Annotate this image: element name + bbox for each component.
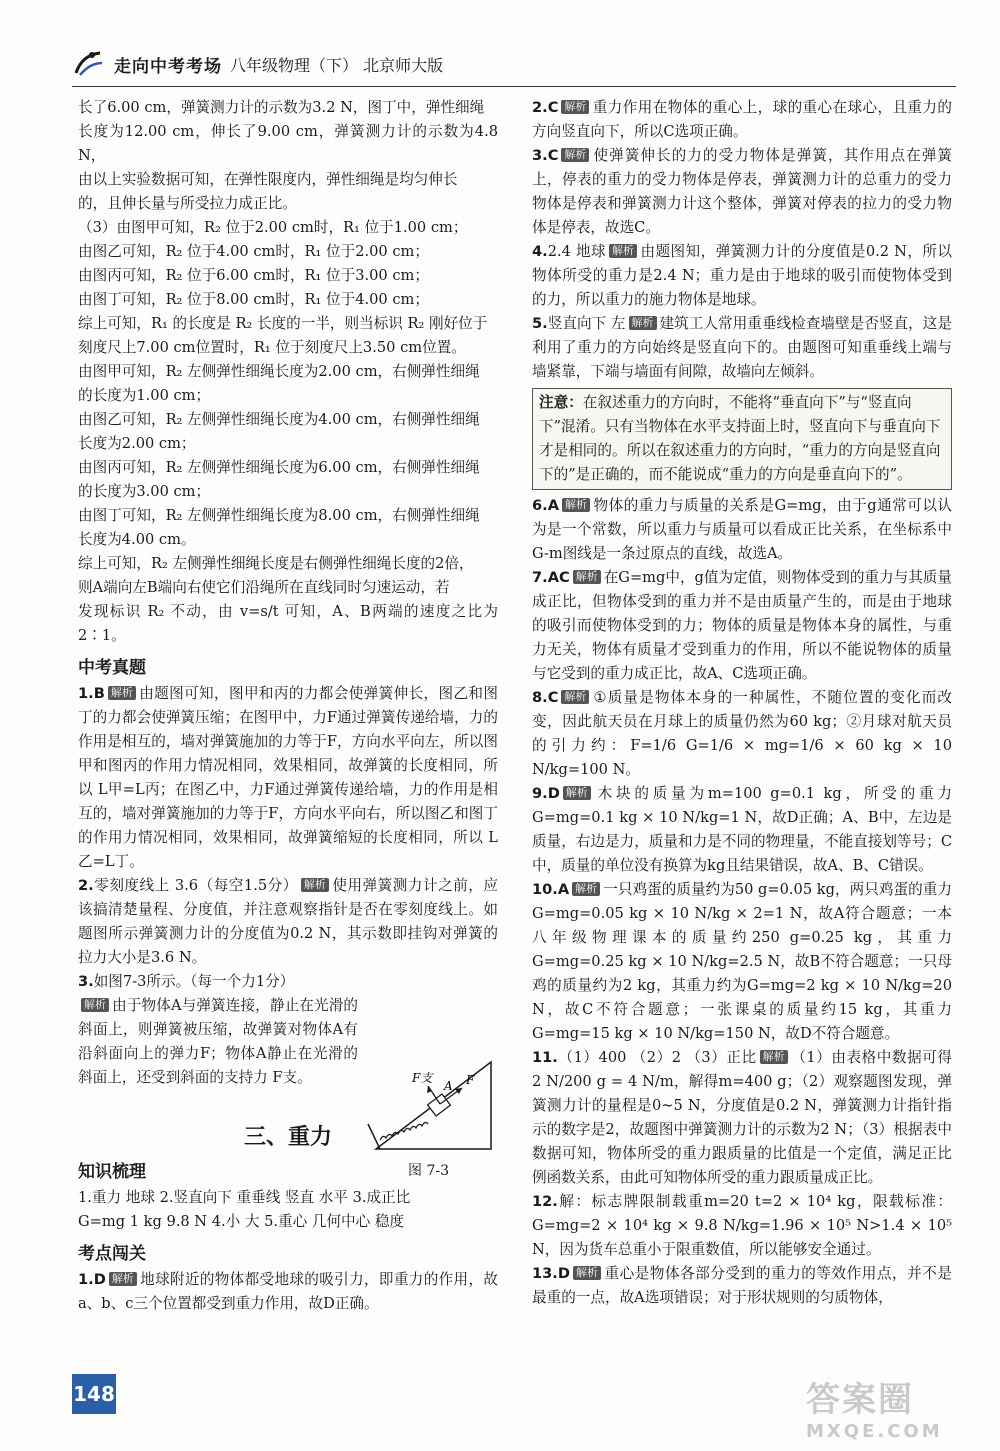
answer-item: 8.C 解析 ①质量是物体本身的一种属性，不随位置的变化而改变，因此航天员在月球上的质量仍然为60 kg；②月球对航天员的引力约：F=1/6 G=1/6 × mg=1/6 × 60 kg × 10 N/kg=100 N。 xyxy=(532,689,952,778)
text-line: 由图丙可知，R₂ 位于6.00 cm时，R₁ 位于3.00 cm； xyxy=(78,267,429,284)
text-line: （3）由图甲可知，R₂ 位于2.00 cm时，R₁ 位于1.00 cm； xyxy=(78,219,468,236)
answer-item: 6.A 解析 物体的重力与质量的关系是G=mg，由于g通常可以认为是一个常数，所以重力与质量可以看成正比关系，在坐标系中G-m图线是一条过原点的直线，故选A。 xyxy=(532,497,952,562)
knowledge-line: G=mg 1 kg 9.8 N 4.小 大 5.重心 几何中心 稳度 xyxy=(78,1213,405,1230)
answer-list-2 xyxy=(532,494,952,1310)
text-line: 的，且伸长量与所受拉力成正比。 xyxy=(78,195,297,212)
answer-item: 2.C 解析 重力作用在物体的重心上，球的重心在球心，且重力的方向竖直向下，所以C选项正确。 xyxy=(532,99,952,140)
text-line: 由图乙可知，R₂ 位于4.00 cm时，R₁ 位于2.00 cm； xyxy=(78,243,429,260)
answer-item: 5.竖直向下 左 解析 建筑工人常用重垂线检查墙壁是否竖直，这是利用了重力的方向始终是竖直向下的。由题图可知重垂线上端与墙紧靠，下端与墙面有间隙，故墙向左倾斜。 xyxy=(532,315,952,380)
logo-icon xyxy=(72,49,106,79)
answer-item: 7.AC 解析 在G=mg中，g值为定值，则物体受到的重力与其质量成正比，但物体受到的重力并不是由质量产生的，而是由于地球的吸引而使物体受到的力；物体的质量是物体本身的属性，与重力无关，物体有质量才受到重力的作用，所以不能说物体的质量与它受到的重力成正比，故A、C选项正确。 xyxy=(532,569,952,682)
section-zhishi: 知识梳理 xyxy=(78,1162,146,1182)
brand-title: 走向中考考场 xyxy=(114,56,222,77)
header-rule xyxy=(72,86,956,87)
text-line: 由以上实验数据可知，在弹性限度内，弹性细绳是均匀伸长 xyxy=(78,171,458,188)
answer-item: 4.2.4 地球 解析 由题图知，弹簧测力计的分度值是0.2 N，所以物体所受的重力是2.4 N；重力是由于地球的吸引而使物体受到的力，所以重力的施力物体是地球。 xyxy=(532,243,952,308)
knowledge-answers xyxy=(78,1186,498,1234)
answer-item: 11.（1）400 （2）2 （3）正比 解析 （1）由表格中数据可得 2 N/200 g = 4 N/m，解得m=400 g；（2）观察题图发现，弹簧测力计的量程是0~5 N，分度值是0.2 N，弹簧测力计指针指示的数字是2，故题图中弹簧测力计的示数为2 N；（3）根据表中数据可知，物体所受的重力跟质量的比值是一个定值，满足正比例函数关系，由此可知物体所受的重力跟质量成正比。 xyxy=(532,1049,952,1186)
text-line: 的长度为1.00 cm； xyxy=(78,387,211,404)
text-line: 由图甲可知，R₂ 左侧弹性细绳长度为2.00 cm，右侧弹性细绳 xyxy=(78,363,480,380)
text-line: 综上可知，R₁ 的长度是 R₂ 长度的一半，则当标识 R₂ 刚好位于 xyxy=(78,315,488,332)
watermark: 答案圈 MXQE.COM xyxy=(806,1380,943,1442)
book-subtitle: 八年级物理（下） 北京师大版 xyxy=(230,55,444,75)
text-line: 由图丁可知，R₂ 左侧弹性细绳长度为8.00 cm，右侧弹性细绳 xyxy=(78,507,480,524)
spring-coil xyxy=(380,1122,428,1140)
text-line: 发现标识 R₂ 不动，由 v=s/t 可知，A、B两端的速度之比为2∶1。 xyxy=(78,603,498,644)
text-line: 长了6.00 cm，弹簧测力计的示数为3.2 N，图丁中，弹性细绳 xyxy=(78,99,485,116)
label-a: A xyxy=(444,1079,453,1093)
figure-caption: 图 7-3 xyxy=(408,1163,449,1179)
block-a xyxy=(428,1094,451,1116)
page-header xyxy=(72,44,443,84)
right-column xyxy=(532,96,952,1310)
note-box: 注意：在叙述重力的方向时，不能将“垂直向下”与“竖直向下”混淆。只有当物体在水平支持面上时，竖直向下与垂直向下才是相同的。所以在叙述重力的方向时，“重力的方向是竖直向下的”是正确的，而不能说成“重力的方向是垂直向下的”。 xyxy=(532,388,952,490)
text-line: 由图丙可知，R₂ 左侧弹性细绳长度为6.00 cm，右侧弹性细绳 xyxy=(78,459,480,476)
text-line: 则A端向左B端向右使它们沿绳所在直线同时匀速运动，若 xyxy=(78,579,450,596)
answer-item: 3.C 解析 使弹簧伸长的力的受力物体是弹簧，其作用点在弹簧上，停表的重力的受力物体是停表，弹簧测力计的总重力的受力物体是停表和弹簧测力计这个整体，弹簧对停表的拉力的受力物体是停表，故选C。 xyxy=(532,147,952,236)
answer-item: 10.A 解析 一只鸡蛋的质量约为50 g=0.05 kg，两只鸡蛋的重力G=mg=0.05 kg × 10 N/kg × 2=1 N，故A符合题意；一本八年级物理课本的质量约250 g=0.25 kg，其重力G=mg=0.25 kg × 10 N/kg=2.5 N，故B不符合题意；一只母鸡的质量约为2 kg，其重力约为G=mg=2 kg × 10 N/kg=20 N，故C不符合题意；一张课桌的质量约15 kg，其重力G=mg=15 kg × 10 N/kg=150 N，故D不符合题意。 xyxy=(532,881,952,1042)
knowledge-line: 1.重力 地球 2.竖直向下 重垂线 竖直 水平 3.成正比 xyxy=(78,1189,411,1206)
text-line: 由图丁可知，R₂ 位于8.00 cm时，R₁ 位于4.00 cm； xyxy=(78,291,429,308)
answer-item: 2.零刻度线上 3.6（每空1.5分） 解析 使用弹簧测力计之前，应该搞清楚量程、分度值，并注意观察指针是否在零刻度线上。如题图所示弹簧测力计的分度值为0.2 N，其示数即挂钩对弹簧的拉力大小是3.6 N。 xyxy=(78,877,498,966)
answer-continuation xyxy=(78,96,498,648)
answer-list xyxy=(532,96,952,384)
label-f: F xyxy=(466,1073,475,1087)
label-fs: F支 xyxy=(412,1071,433,1085)
text-line: 由图乙可知，R₂ 左侧弹性细绳长度为4.00 cm，右侧弹性细绳 xyxy=(78,411,480,428)
answer-item: 9.D 解析 木块的质量为m=100 g=0.1 kg，所受的重力G=mg=0.1 kg × 10 N/kg=1 N，故D正确；A、B中，左边是质量，右边是力，质量和力是不同的物理量，不能直接划等号；C中，质量的单位没有换算为kg且结果错误，故A、B、C错误。 xyxy=(532,785,952,874)
answer-item: 1.B 解析 由题图可知，图甲和丙的力都会使弹簧伸长，图乙和图丁的力都会使弹簧压缩；在图甲中，力F通过弹簧传递给墙，力的作用是相互的，墙对弹簧施加的力等于F，方向水平向左，所以图甲和图丙的作用力情况相同，效果相同，故弹簧的长度相同，所以 L甲=L丙；在图乙中，力F通过弹簧传递给墙，力的作用是相互的，墙对弹簧施加的力等于F，方向水平向右，所以图乙和图丁的作用力情况相同，效果相同，故弹簧缩短的长度相同，所以 L乙=L丁。 xyxy=(78,685,498,870)
text-line: 刻度尺上7.00 cm位置时，R₁ 位于刻度尺上3.50 cm位置。 xyxy=(78,339,466,356)
text-line: 的长度为3.00 cm； xyxy=(78,483,211,500)
wall-line xyxy=(368,1124,380,1149)
text-line: 长度为4.00 cm。 xyxy=(78,531,196,548)
chapter-title: 三、重力 xyxy=(243,1125,332,1150)
answer-item: 1.D 解析 地球附近的物体都受地球的吸引力，即重力的作用，故a、b、c三个位置都受到重力作用，故D正确。 xyxy=(78,1271,498,1312)
text-line: 长度为12.00 cm，伸长了9.00 cm，弹簧测力计的示数为4.8 N， xyxy=(78,123,498,164)
section-zhongkao: 中考真题 xyxy=(78,658,146,678)
text-line: 长度为2.00 cm； xyxy=(78,435,196,452)
answer-item: 12.解：标志牌限制载重m=20 t=2 × 10⁴ kg，限载标准：G=mg=2 × 10⁴ kg × 9.8 N/kg=1.96 × 10⁵ N>1.4 × 10⁵ N，因为货车总重小于限重数值，所以能够安全通过。 xyxy=(532,1193,952,1258)
answer-item: 13.D 解析 重心是物体各部分受到的重力的等效作用点，并不是最重的一点，故A选项错误；对于形状规则的匀质物体， xyxy=(532,1265,952,1306)
answer-item: 3.如图7-3所示。（每一个力1分） 解析 由于物体A与弹簧连接，静止在光滑的斜面上，则弹簧被压缩，故弹簧对物体A有沿斜面向上的弹力F；物体A静止在光滑的斜面上，还受到斜面的支持力 F支。 xyxy=(78,973,358,1086)
figure-incline xyxy=(366,1054,498,1154)
page-number: 148 xyxy=(72,1374,116,1414)
section-kaodian: 考点闯关 xyxy=(78,1244,146,1264)
text-line: 综上可知，R₂ 左侧弹性细绳长度是右侧弹性细绳长度的2倍， xyxy=(78,555,474,572)
